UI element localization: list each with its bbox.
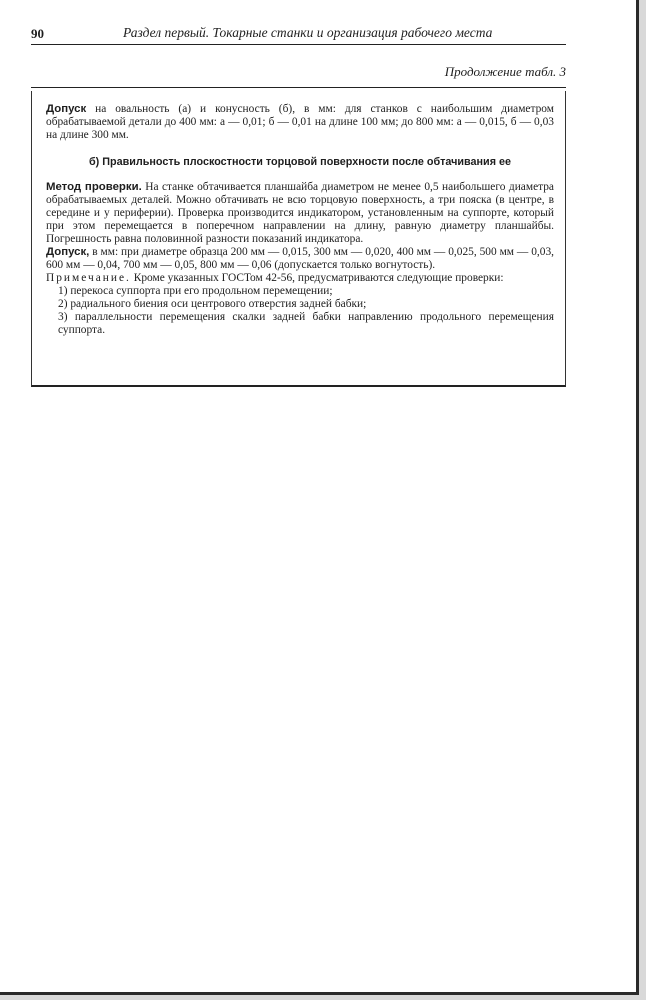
running-head: Раздел первый. Токарные станки и организация рабочего места <box>123 25 493 40</box>
tolerance-text-top: на овальность (а) и конусность (б), в мм: для станков с наибольшим диаметром обрабатываемой детали до 400 мм: а — 0,01; б — 0,01 на длине 100 мм; до 800 мм: а — 0,015, б — 0,03 на длине 300 мм. <box>46 103 554 141</box>
section-b-heading: б) Правильность плоскостности торцовой поверхности после обтачивания ее <box>88 156 512 168</box>
list-item: 1) перекоса суппорта при его продольном перемещении; <box>58 285 333 297</box>
table-cell-content <box>46 103 554 337</box>
page-header <box>31 24 566 46</box>
list-item: 3) параллельности перемещения скалки задней бабки направлению продольного перемещения суппорта. <box>58 311 554 336</box>
note-text: Кроме указанных ГОСТом 42-56, предусматриваются следующие проверки: <box>130 272 504 284</box>
method-paragraph <box>46 181 554 246</box>
tolerance-paragraph-top <box>46 103 554 142</box>
note-paragraph <box>46 272 554 285</box>
list-item: 2) радиального биения оси центрового отверстия задней бабки; <box>58 298 367 310</box>
method-label: Метод проверки. <box>46 181 142 193</box>
method-text: На станке обтачивается планшайба диаметром не менее 0,5 наибольшего диаметра обрабатываемых деталей. Можно обтачивать не всю торцовую поверхность, а три пояска (в центре, в середине и у периферии). Проверка производится индикатором, установленным на суппорте, который при этом перемещается в поперечном направлении на длину, равную диаметру планшайбы. Погрешность равна половинной разности показаний индикатора. <box>46 181 554 245</box>
table-top-rule <box>31 87 566 88</box>
page-number: 90 <box>31 26 44 41</box>
table-continuation-label: Продолжение табл. 3 <box>444 64 566 79</box>
tolerance-label-top: Допуск <box>46 103 87 115</box>
header-rule <box>31 44 566 45</box>
table-cell <box>31 91 566 387</box>
tolerance-label-b: Допуск, <box>46 246 90 258</box>
tolerance-paragraph-b <box>46 246 554 272</box>
tolerance-text-b: в мм: при диаметре образца 200 мм — 0,015, 300 мм — 0,020, 400 мм — 0,025, 500 мм — 0,03, 600 мм — 0,04, 700 мм — 0,05, 800 мм — 0,06 (допускается только вогнутость). <box>46 246 554 271</box>
note-label: Примечание. <box>46 272 131 284</box>
